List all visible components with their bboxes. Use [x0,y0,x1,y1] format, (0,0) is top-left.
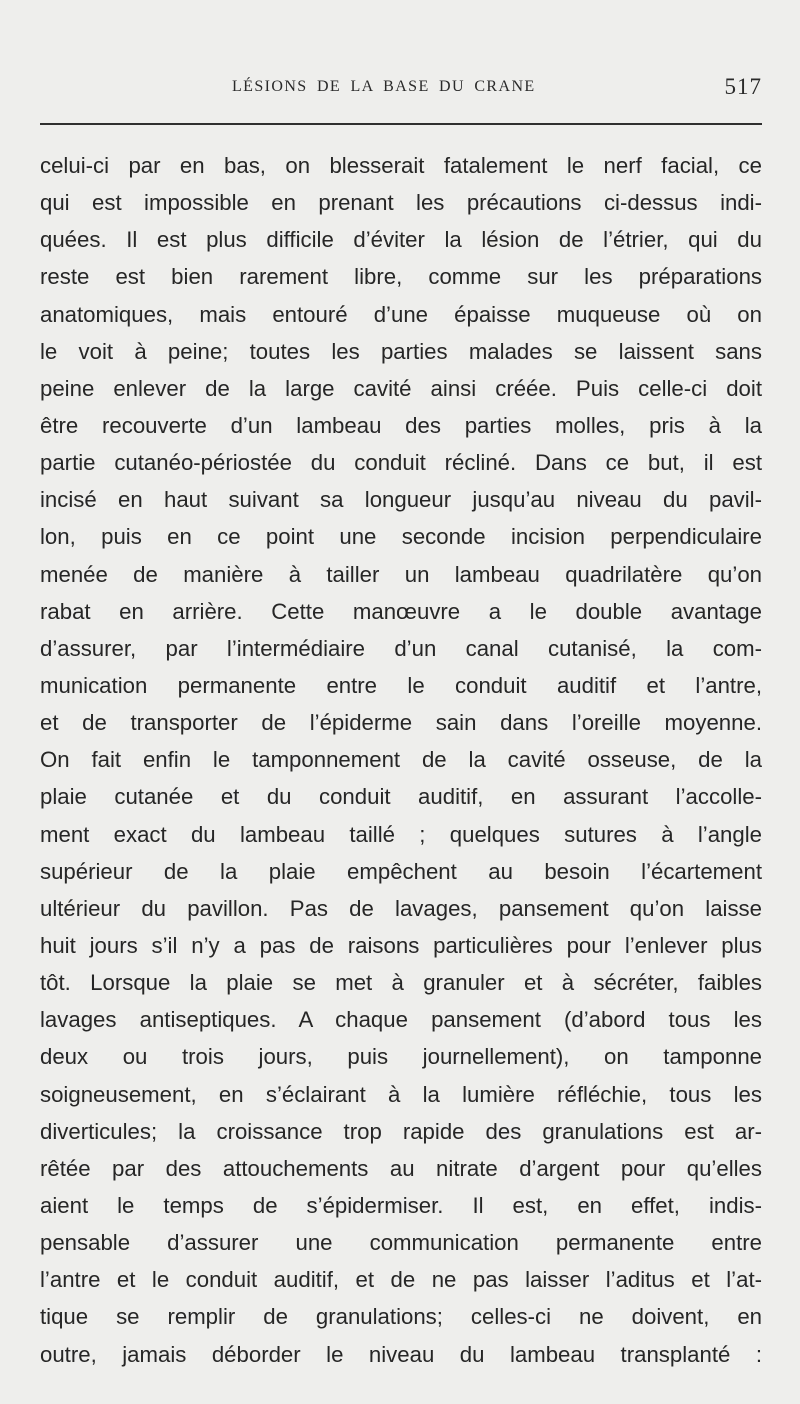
text-line: celui-ci par en bas, on blesserait fatalement le nerf facial, ce [40,153,762,178]
text-line: munication permanente entre le conduit auditif et l’antre, [40,672,762,698]
text-line: quées. Il est plus difficile d’éviter la lésion de l’étrier, qui du [40,227,762,253]
text-line: On fait enfin le tamponnement de la cavité osseuse, de la [40,747,762,773]
text-line: être recouverte d’un lambeau des parties molles, pris à la [40,412,762,438]
text-line: ment exact du lambeau taillé ; quelques sutures à l’angle [40,821,762,847]
page-number: 517 [724,74,762,99]
text-line: tique se remplir de granulations; celles-ci ne doivent, en [40,1304,762,1330]
running-head-title: LÉSIONS DE LA BASE DU CRANE [232,78,536,95]
text-line: deux ou trois jours, puis journellement), on tamponne [40,1044,762,1070]
text-line: aient le temps de s’épidermiser. Il est, en effet, indis- [40,1192,762,1218]
text-line: ultérieur du pavillon. Pas de lavages, pansement qu’on laisse [40,895,762,921]
text-line: supérieur de la plaie empêchent au besoin l’écartement [40,858,762,884]
text-line: et de transporter de l’épiderme sain dans l’oreille moyenne. [40,710,762,736]
text-line: plaie cutanée et du conduit auditif, en assurant l’accolle- [40,784,762,810]
running-head [40,74,762,104]
text-line: rabat en arrière. Cette manœuvre a le double avantage [40,598,762,624]
text-line: peine enlever de la large cavité ainsi créée. Puis celle-ci doit [40,375,762,401]
text-line: partie cutanéo-périostée du conduit récliné. Dans ce but, il est [40,450,762,476]
text-line: l’antre et le conduit auditif, et de ne pas laisser l’aditus et l’at- [40,1267,762,1293]
text-line: outre, jamais déborder le niveau du lambeau transplanté : [40,1341,762,1367]
text-line: pensable d’assurer une communication permanente entre [40,1230,762,1256]
text-line: tôt. Lorsque la plaie se met à granuler et à sécréter, faibles [40,970,762,996]
text-line: le voit à peine; toutes les parties malades se laissent sans [40,338,762,364]
text-line: menée de manière à tailler un lambeau quadrilatère qu’on [40,561,762,587]
header-rule [40,123,762,125]
text-line: lon, puis en ce point une seconde incision perpendiculaire [40,524,762,550]
text-line: lavages antiseptiques. A chaque pansement (d’abord tous les [40,1007,762,1033]
text-line: incisé en haut suivant sa longueur jusqu’au niveau du pavil- [40,487,762,513]
body-paragraph [40,147,762,1373]
text-line: d’assurer, par l’intermédiaire d’un canal cutanisé, la com- [40,635,762,661]
text-line: huit jours s’il n’y a pas de raisons particulières pour l’enlever plus [40,932,762,958]
text-line: rêtée par des attouchements au nitrate d’argent pour qu’elles [40,1155,762,1181]
text-line: qui est impossible en prenant les précautions ci-dessus indi- [40,190,762,216]
text-line: anatomiques, mais entouré d’une épaisse muqueuse où on [40,301,762,327]
text-line: diverticules; la croissance trop rapide des granulations est ar- [40,1118,762,1144]
text-line: reste est bien rarement libre, comme sur les préparations [40,264,762,290]
text-line: soigneusement, en s’éclairant à la lumière réfléchie, tous les [40,1081,762,1107]
